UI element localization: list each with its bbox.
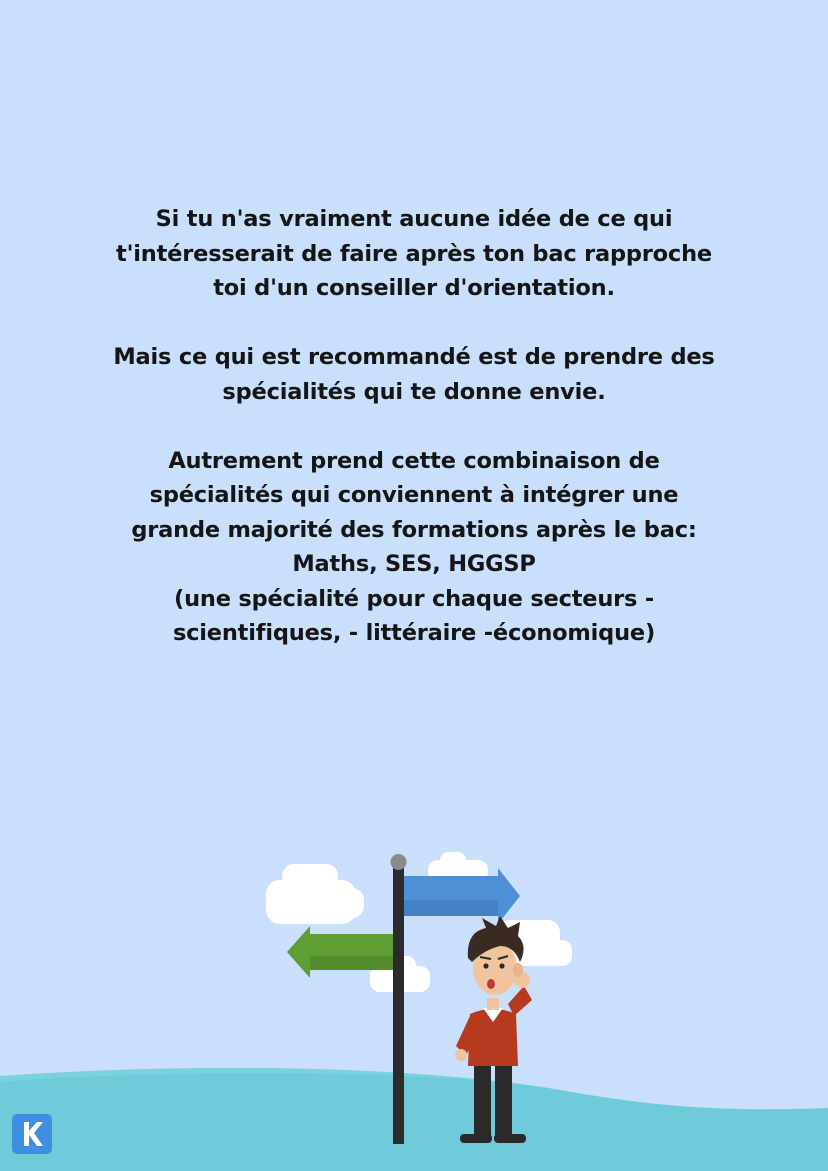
text-line: Maths, SES, HGGSP bbox=[292, 551, 536, 577]
ground-hill bbox=[0, 1068, 828, 1171]
brand-logo-icon bbox=[12, 1114, 52, 1154]
text-line: spécialités qui conviennent à intégrer une bbox=[149, 482, 679, 508]
text-line: grande majorité des formations après le bac: bbox=[131, 516, 697, 543]
text-line: t'intéresserait de faire après ton bac rapproche bbox=[116, 240, 712, 267]
text-line: (une spécialité pour chaque secteurs - bbox=[173, 585, 655, 612]
signpost-cap bbox=[391, 854, 407, 870]
cloud-icon bbox=[266, 864, 364, 924]
arrow-right-icon bbox=[404, 868, 520, 924]
text-line: Autrement prend cette combinaison de bbox=[168, 447, 660, 474]
text-line: toi d'un conseiller d'orientation. bbox=[213, 275, 615, 301]
signpost-pole bbox=[393, 862, 404, 1144]
text-line: Si tu n'as vraiment aucune idée de ce qui bbox=[155, 206, 673, 232]
text-line: scientifiques, - littéraire -économique) bbox=[172, 620, 656, 646]
text-line: Mais ce qui est recommandé est de prendre des bbox=[113, 344, 715, 370]
text-line: spécialités qui te donne envie. bbox=[222, 378, 606, 405]
